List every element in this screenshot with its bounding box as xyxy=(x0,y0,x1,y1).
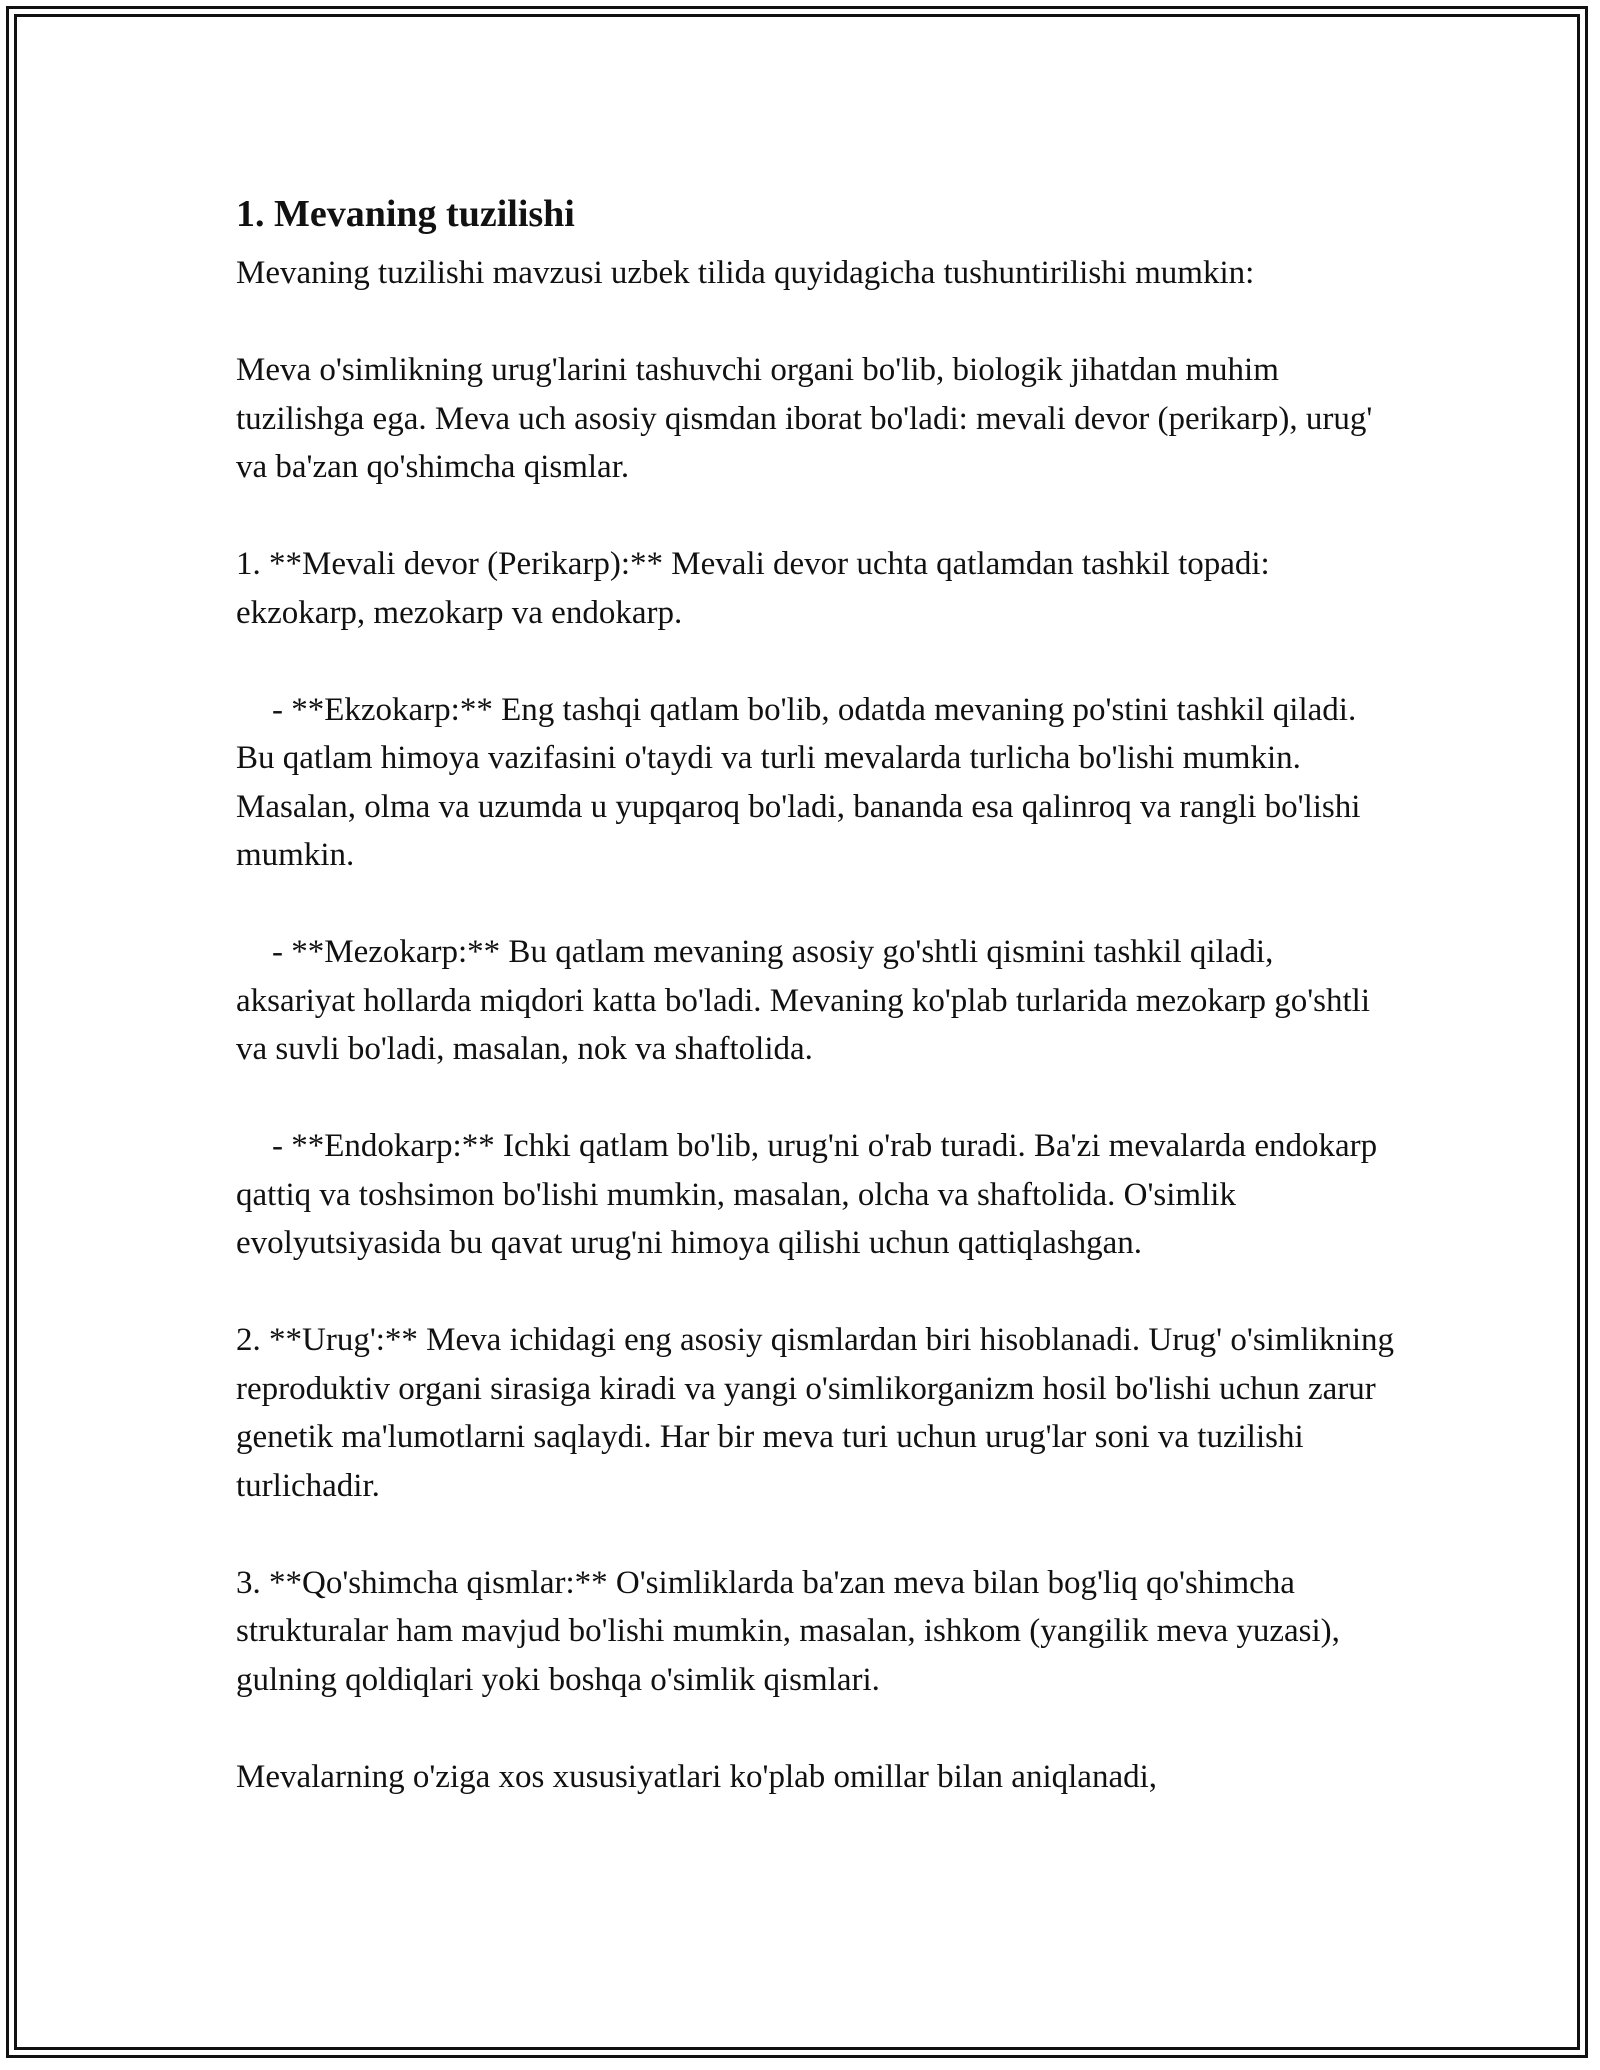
closing-paragraph: Mevalarning o'ziga xos xususiyatlari ko'plab omillar bilan aniqlanadi, xyxy=(236,1758,1158,1795)
paragraph-spacer xyxy=(236,637,1396,686)
paragraph-spacer xyxy=(236,298,1396,347)
document-body xyxy=(236,185,1396,1801)
paragraph-spacer xyxy=(236,1704,1396,1753)
paragraph-spacer xyxy=(236,1074,1396,1123)
paragraph-spacer xyxy=(236,880,1396,929)
intro-paragraph: Mevaning tuzilishi mavzusi uzbek tilida quyidagicha tushuntirilishi mumkin: xyxy=(236,255,1255,291)
additional-parts-paragraph: 3. **Qo'shimcha qismlar:** O'simliklarda ba'zan meva bilan bog'liq qo'shimcha strukturalar ham mavjud bo'lishi mumkin, masalan, ishkom (yangilik meva yuzasi), gulning qoldiqlari yoki boshqa o'simlik qismlari. xyxy=(236,1564,1340,1698)
document-title: 1. Mevaning tuzilishi xyxy=(236,193,575,235)
pericarp-paragraph: 1. **Mevali devor (Perikarp):** Mevali devor uchta qatlamdan tashkil topadi: ekzokarp, mezokarp va endokarp. xyxy=(236,546,1270,631)
paragraph-spacer xyxy=(236,492,1396,541)
paragraph-spacer xyxy=(236,1268,1396,1317)
overview-paragraph: Meva o'simlikning urug'larini tashuvchi organi bo'lib, biologik jihatdan muhim tuzilishga ega. Meva uch asosiy qismdan iborat bo'ladi: mevali devor (perikarp), urug' va ba'zan qo'shimcha qismlar. xyxy=(236,352,1373,485)
endocarp-paragraph: - **Endokarp:** Ichki qatlam bo'lib, urug'ni o'rab turadi. Ba'zi mevalarda endokarp qattiq va toshsimon bo'lishi mumkin, masalan, olcha va shaftolida. O'simlik evolyutsiyasida bu qavat urug'ni himoya qilishi uchun qattiqlashgan. xyxy=(236,1128,1378,1261)
seed-paragraph: 2. **Urug':** Meva ichidagi eng asosiy qismlardan biri hisoblanadi. Urug' o'simlikning reproduktiv organi sirasiga kiradi va yangi o'simlikorganizm hosil bo'lishi uchun zarur genetik ma'lumotlarni saqlaydi. Har bir meva turi uchun urug'lar soni va tuzilishi turlichadir. xyxy=(236,1322,1395,1504)
paragraph-spacer xyxy=(236,1510,1396,1559)
exocarp-paragraph: - **Ekzokarp:** Eng tashqi qatlam bo'lib, odatda mevaning po'stini tashkil qiladi. Bu qatlam himoya vazifasini o'taydi va turli mevalarda turlicha bo'lishi mumkin. Masalan, olma va uzumda u yupqaroq bo'ladi, bananda esa qalinroq va rangli bo'lishi mumkin. xyxy=(236,691,1361,873)
mesocarp-paragraph: - **Mezokarp:** Bu qatlam mevaning asosiy go'shtli qismini tashkil qiladi, aksariyat hollarda miqdori katta bo'ladi. Mevaning ko'plab turlarida mezokarp go'shtli va suvli bo'ladi, masalan, nok va shaftolida. xyxy=(236,934,1371,1067)
